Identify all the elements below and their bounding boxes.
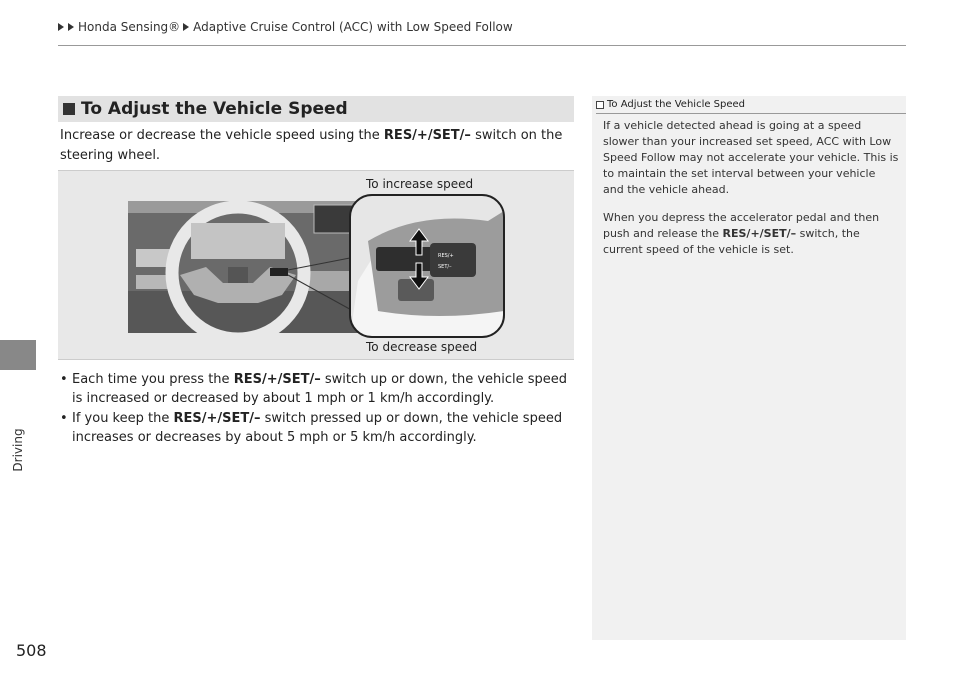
switch-zoom-inset [350, 195, 504, 337]
breadcrumb [58, 20, 513, 34]
chapter-label [2, 420, 34, 480]
bullet-text-end: switch pressed up or down, the vehicle speed increases or decreases by about 5 mph or 5 km/h accordingly. [72, 411, 563, 445]
bullet-switch-name: RES/+/SET/– [233, 372, 321, 387]
side-note-title [596, 96, 906, 114]
intro-switch-name: RES/+/SET/– [383, 128, 471, 143]
bullet-text-end: switch up or down, the vehicle speed is increased or decreased by about 1 mph or 1 km/h accordingly. [72, 372, 568, 406]
breadcrumb-item-honda-sensing[interactable]: Honda Sensing® [78, 20, 181, 34]
bullet-item [60, 409, 580, 447]
steering-wheel-illustration [58, 171, 574, 361]
page-number: 508 [16, 641, 47, 660]
intro-text: Increase or decrease the vehicle speed using the [60, 128, 384, 143]
header-divider [58, 45, 906, 46]
bullet-text: If you keep the [72, 411, 174, 426]
chapter-label-text: Driving [11, 428, 25, 472]
breadcrumb-arrow-icon [68, 23, 74, 31]
bullet-switch-name: RES/+/SET/– [173, 411, 261, 426]
side-note-title-text: To Adjust the Vehicle Speed [607, 99, 746, 110]
dashboard-photo [128, 201, 358, 339]
chapter-tab [0, 340, 36, 370]
breadcrumb-arrow-icon [58, 23, 64, 31]
intro-paragraph [60, 126, 580, 166]
section-title: To Adjust the Vehicle Speed [81, 99, 348, 119]
label-increase-speed: To increase speed [366, 177, 474, 191]
section-heading [58, 96, 574, 122]
label-decrease-speed: To decrease speed [366, 340, 478, 354]
side-note-body [603, 118, 899, 270]
bullet-text: Each time you press the [72, 372, 234, 387]
set-button-label: SET/– [438, 264, 452, 270]
bullet-list [60, 370, 580, 448]
side-note-switch-name: RES/+/SET/– [722, 227, 797, 240]
steering-wheel-figure [58, 170, 574, 360]
side-note-paragraph [603, 210, 899, 258]
breadcrumb-item-acc[interactable]: Adaptive Cruise Control (ACC) with Low Speed Follow [193, 20, 513, 34]
side-note-paragraph: If a vehicle detected ahead is going at a speed slower than your increased set speed, ACC with Low Speed Follow may not accelerate your vehicle. This is to maintain the set interval between your vehicle and the vehicle ahead. [603, 119, 899, 196]
res-button-label: RES/+ [438, 253, 454, 259]
side-note-panel [592, 96, 906, 640]
note-icon [596, 101, 604, 109]
side-note-text-end: switch, the current speed of the vehicle is set. [603, 227, 860, 256]
square-bullet-icon [63, 103, 75, 115]
breadcrumb-arrow-icon [183, 23, 189, 31]
side-note-text: When you depress the accelerator pedal and then push and release the [603, 211, 880, 240]
intro-text-end: switch on the steering wheel. [60, 128, 563, 163]
bullet-item [60, 370, 580, 408]
